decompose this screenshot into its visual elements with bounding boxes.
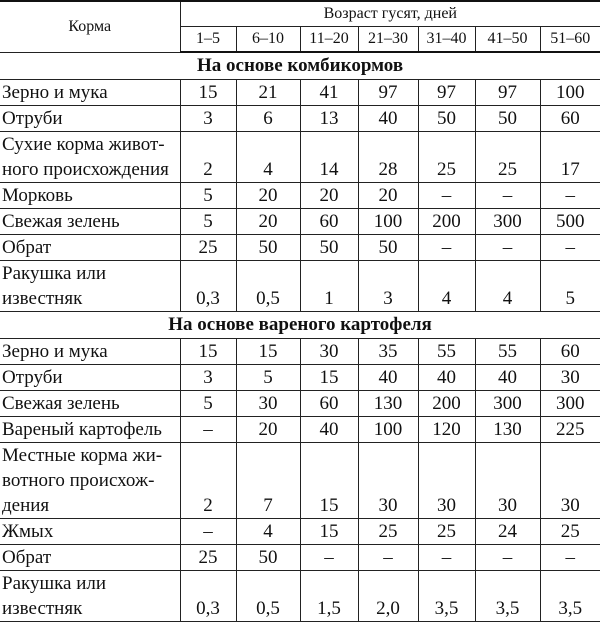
feed-amount-cell: 5 [180,183,236,209]
age-column-header: 11–20 [300,27,358,53]
feed-amount-cell: 225 [540,417,600,443]
feed-amount-cell: 25 [180,545,236,571]
section-title: На основе комбикормов [0,52,600,80]
feed-amount-cell: 15 [300,443,358,519]
feed-amount-cell: 50 [475,106,540,132]
feed-amount-cell: 17 [540,132,600,183]
feed-amount-cell: – [358,545,418,571]
table-row [0,106,600,132]
feed-amount-cell: 30 [300,339,358,365]
feed-amount-cell: 500 [540,209,600,235]
feed-amount-cell: 25 [358,519,418,545]
feed-amount-cell: 130 [358,391,418,417]
feed-amount-cell: 130 [475,417,540,443]
feed-name: Свежая зелень [0,391,180,417]
table-row [0,339,600,365]
feed-amount-cell: 5 [236,365,300,391]
feed-amount-cell: 20 [300,183,358,209]
feed-amount-cell: 55 [475,339,540,365]
feed-amount-cell: 5 [540,261,600,312]
feed-amount-cell: 30 [540,365,600,391]
feed-amount-cell: 25 [475,132,540,183]
feed-amount-cell: 6 [236,106,300,132]
feed-amount-cell: – [475,235,540,261]
feed-amount-cell: 300 [475,391,540,417]
table-row [0,545,600,571]
feed-amount-cell: 50 [236,545,300,571]
section-header-row [0,312,600,339]
age-column-header: 6–10 [236,27,300,53]
feed-amount-cell: 20 [236,417,300,443]
feed-amount-cell: – [300,545,358,571]
feed-amount-cell: 2 [180,443,236,519]
table-row [0,391,600,417]
feed-amount-cell: 100 [540,80,600,106]
table-row [0,235,600,261]
feed-amount-cell: 20 [358,183,418,209]
feed-amount-cell: 30 [358,443,418,519]
table-row [0,571,600,622]
table-row [0,261,600,312]
feed-name: Ракушка или известняк [0,261,180,312]
feed-amount-cell: 1 [300,261,358,312]
feed-amount-cell: 4 [236,132,300,183]
feed-amount-cell: 60 [300,391,358,417]
feed-amount-cell: 13 [300,106,358,132]
feed-amount-cell: 40 [358,365,418,391]
feed-amount-cell: 2,0 [358,571,418,622]
feed-amount-cell: 5 [180,391,236,417]
feed-amount-cell: 40 [475,365,540,391]
feed-amount-cell: 40 [300,417,358,443]
feed-amount-cell: – [540,235,600,261]
feed-name: Морковь [0,183,180,209]
feed-name: Обрат [0,235,180,261]
feed-amount-cell: 30 [236,391,300,417]
feed-amount-cell: – [180,519,236,545]
feed-amount-cell: 15 [180,80,236,106]
feed-amount-cell: 3 [180,365,236,391]
feed-amount-cell: 25 [540,519,600,545]
table-row [0,183,600,209]
feed-amount-cell: 20 [236,209,300,235]
table-row [0,132,600,183]
feed-amount-cell: 60 [540,106,600,132]
feed-amount-cell: 35 [358,339,418,365]
age-column-header: 1–5 [180,27,236,53]
table-row [0,417,600,443]
feed-amount-cell: 0,5 [236,571,300,622]
feed-amount-cell: 7 [236,443,300,519]
feed-name: Обрат [0,545,180,571]
feed-amount-cell: 4 [236,519,300,545]
feed-amount-cell: 50 [418,106,475,132]
feed-amount-cell: 0,3 [180,571,236,622]
section-header-row [0,52,600,80]
feed-name: Ракушка или известняк [0,571,180,622]
feed-amount-cell: 97 [358,80,418,106]
feed-name: Местные корма жи- вотного происхож- дения [0,443,180,519]
feed-amount-cell: 25 [418,519,475,545]
table-row [0,80,600,106]
table-row [0,519,600,545]
feed-amount-cell: 300 [475,209,540,235]
feed-amount-cell: 0,3 [180,261,236,312]
age-column-header: 31–40 [418,27,475,53]
feed-amount-cell: 25 [180,235,236,261]
feed-amount-cell: 3 [180,106,236,132]
feed-amount-cell: 14 [300,132,358,183]
feed-name: Зерно и мука [0,80,180,106]
feed-amount-cell: 40 [418,365,475,391]
feed-amount-cell: 97 [418,80,475,106]
age-column-header: 21–30 [358,27,418,53]
age-column-header: 41–50 [475,27,540,53]
feed-amount-cell: 60 [300,209,358,235]
feed-name: Отруби [0,106,180,132]
feed-amount-cell: 4 [418,261,475,312]
feed-name: Вареный картофель [0,417,180,443]
feed-amount-cell: 2 [180,132,236,183]
feed-amount-cell: 100 [358,417,418,443]
feed-amount-cell: 97 [475,80,540,106]
feed-amount-cell: 1,5 [300,571,358,622]
feed-amount-cell: 40 [358,106,418,132]
age-column-header: 51–60 [540,27,600,53]
feed-amount-cell: 60 [540,339,600,365]
feed-amount-cell: 24 [475,519,540,545]
feed-amount-cell: 15 [300,519,358,545]
table-row [0,365,600,391]
feed-amount-cell: 25 [418,132,475,183]
feed-amount-cell: 3 [358,261,418,312]
feed-amount-cell: 30 [475,443,540,519]
feed-amount-cell: 50 [236,235,300,261]
feed-amount-cell: – [540,545,600,571]
feed-amount-cell: 3,5 [540,571,600,622]
feed-amount-cell: 300 [540,391,600,417]
feed-amount-cell: 41 [300,80,358,106]
feed-amount-cell: – [418,545,475,571]
feed-amount-cell: 3,5 [418,571,475,622]
feed-amount-cell: 5 [180,209,236,235]
age-group-header: Возраст гусят, дней [180,1,600,27]
feed-amount-cell: 15 [236,339,300,365]
feed-amount-cell: – [180,417,236,443]
feed-amount-cell: 20 [236,183,300,209]
feed-name: Сухие корма живот- ного происхождения [0,132,180,183]
feed-amount-cell: 3,5 [475,571,540,622]
feed-amount-cell: 55 [418,339,475,365]
table-row [0,209,600,235]
feed-amount-cell: 15 [180,339,236,365]
feed-amount-cell: – [475,545,540,571]
feed-column-header: Корма [0,1,180,52]
feed-amount-cell: 50 [358,235,418,261]
feed-amount-cell: – [540,183,600,209]
feed-amount-cell: 0,5 [236,261,300,312]
feed-amount-cell: 100 [358,209,418,235]
feed-amount-cell: 28 [358,132,418,183]
feed-amount-cell: 21 [236,80,300,106]
feed-amount-cell: 30 [540,443,600,519]
feed-amount-cell: 200 [418,391,475,417]
feed-amount-cell: 120 [418,417,475,443]
section-title: На основе вареного картофеля [0,312,600,339]
feed-name: Отруби [0,365,180,391]
feed-name: Свежая зелень [0,209,180,235]
feed-amount-cell: – [475,183,540,209]
feed-amount-cell: 15 [300,365,358,391]
feed-amount-cell: 30 [418,443,475,519]
feed-amount-cell: – [418,183,475,209]
feed-amount-cell: 50 [300,235,358,261]
table-row [0,443,600,519]
feed-amount-cell: 200 [418,209,475,235]
feed-name: Жмых [0,519,180,545]
feed-amount-cell: – [418,235,475,261]
feed-name: Зерно и мука [0,339,180,365]
feed-amount-cell: 4 [475,261,540,312]
